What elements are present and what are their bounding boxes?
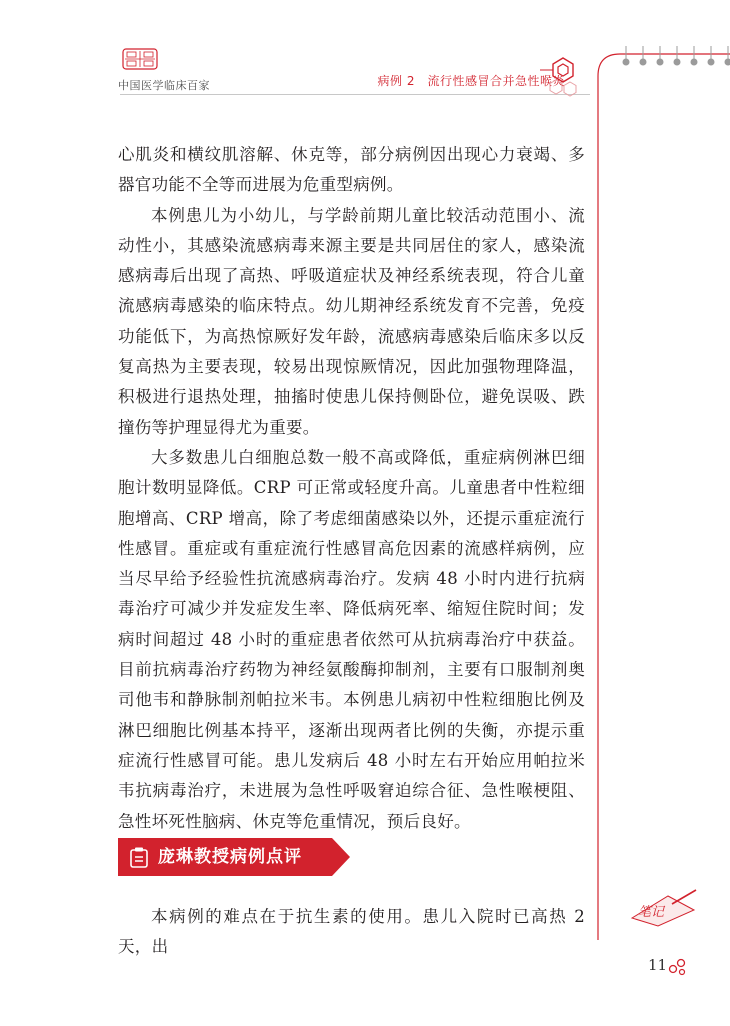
page-number: 11 [648,956,668,974]
series-name: 中国医学临床百家 [118,79,210,92]
section-body [118,902,585,963]
section-title: 庞琳教授病例点评 [158,847,302,867]
notes-label: 笔记 [638,905,665,920]
header-rule [120,94,590,95]
paragraph: 心肌炎和横纹肌溶解、休克等，部分病例因出现心力衰竭、多器官功能不全等而进展为危重型病例。 [118,145,585,195]
body-text [118,140,585,837]
paragraph: 大多数患儿白细胞总数一般不高或降低，重症病例淋巴细胞计数明显降低。CRP 可正常或轻度升高。儿童患者中性粒细胞增高、CRP 增高，除了考虑细菌感染以外，还提示重症流行性感冒。重症或有重症流行性感冒高危因素的流感样病例，应当尽早给予经验性抗流感病毒治疗。发病 48 小时内进行抗病毒治疗可减少并发症发生率、降低病死率、缩短住院时间；发病时间超过 48 小时的重症患者依然可从抗病毒治疗中获益。目前抗病毒治疗药物为神经氨酸酶抑制剂，主要有口服制剂奥司他韦和静脉制剂帕拉米韦。本例患儿病初中性粒细胞比例及淋巴细胞比例基本持平，逐渐出现两者比例的失衡，亦提示重症流行性感冒可能。患儿发病后 48 小时左右开始应用帕拉米韦抗病毒治疗，未进展为急性呼吸窘迫综合征、急性喉梗阻、急性坏死性脑病、休克等危重情况，预后良好。 [118,447,585,831]
chapter-title: 病例 2 流行性感冒合并急性喉炎 [377,74,565,88]
hexagon-decoration-icon [540,52,586,100]
paragraph: 本病例的难点在于抗生素的使用。患儿入院时已高热 2 天，出 [118,907,585,957]
section-banner [118,838,350,876]
notes-icon [628,888,700,928]
paragraph: 本例患儿为小幼儿，与学龄前期儿童比较活动范围小、流动性小，其感染流感病毒来源主要是共同居住的家人，感染流感病毒后出现了高热、呼吸道症状及神经系统表现，符合儿童流感病毒感染的临床特点。幼儿期神经系统发育不完善，免疫功能低下，为高热惊厥好发年龄，流感病毒感染后临床多以反复高热为主要表现，较易出现惊厥情况，因此加强物理降温，积极进行退热处理，抽搐时使患儿保持侧卧位，避免误吸、跌撞伤等护理显得尤为重要。 [118,205,585,437]
publisher-logo [120,48,160,70]
page-decoration-icon [666,955,688,977]
clipboard-icon [128,846,150,868]
notes-margin [590,40,730,940]
